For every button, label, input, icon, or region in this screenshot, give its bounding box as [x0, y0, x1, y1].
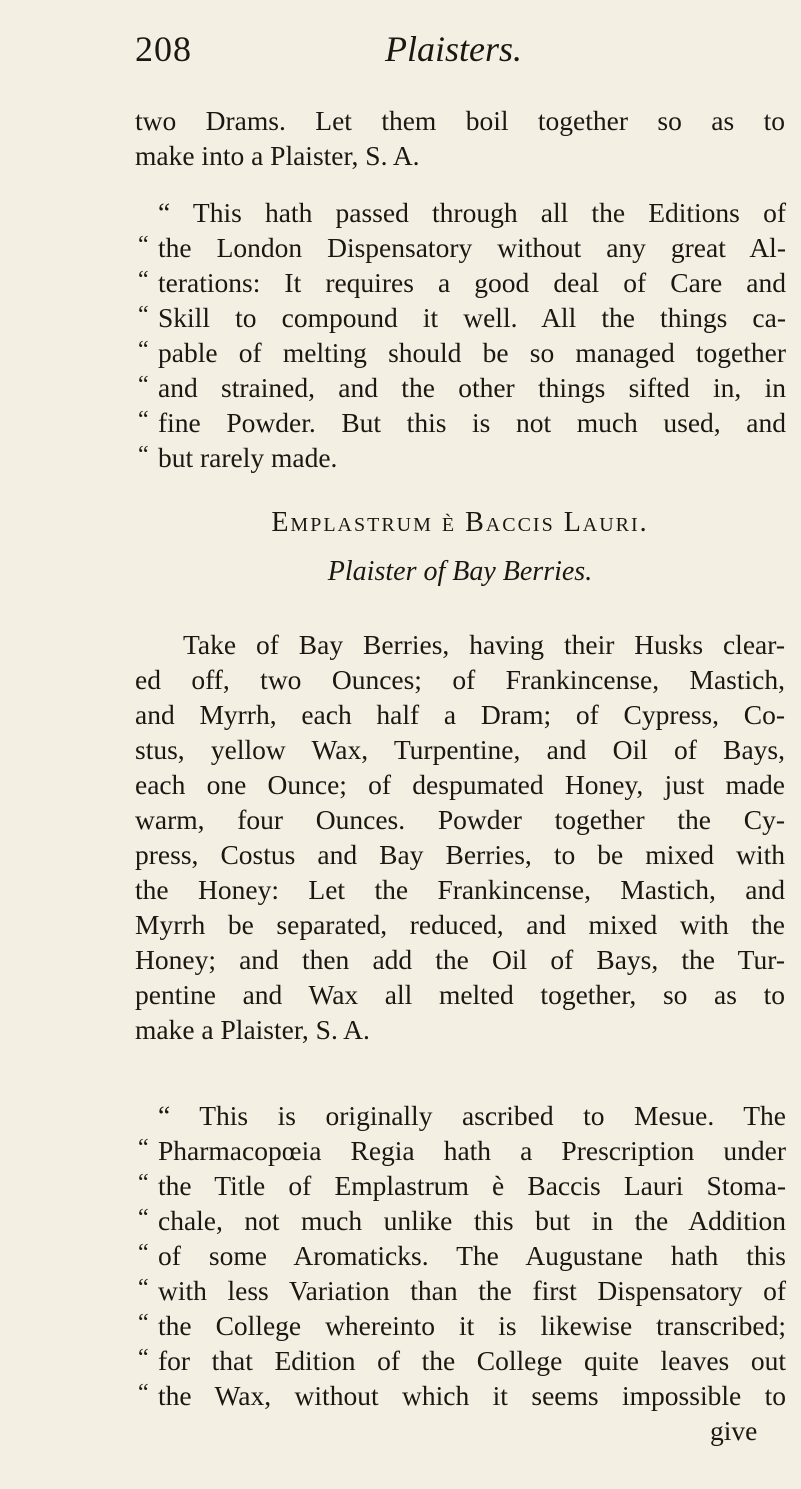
commentary-note-1 [138, 195, 786, 475]
recipe-heading [135, 505, 785, 589]
text-line: Myrrh be separated, reduced, and mixed with the [135, 909, 785, 940]
recipe-body [135, 627, 785, 1047]
text-line: “ for that Edition of the College quite leaves out [138, 1343, 786, 1378]
text-line: “ This hath passed through all the Editions of [158, 197, 786, 228]
text-line: “ fine Powder. But this is not much used, and [138, 405, 786, 440]
text-line: each one Ounce; of despumated Honey, just made [135, 769, 785, 800]
text-line: “ the London Dispensatory without any great Al- [138, 230, 786, 265]
text-line: the Honey: Let the Frankincense, Mastich, and [135, 874, 785, 905]
intro-paragraph [135, 103, 785, 173]
text-line: warm, four Ounces. Powder together the Cy- [135, 804, 785, 835]
text-line: “ with less Variation than the first Dispensatory of [138, 1273, 786, 1308]
text-line: and Myrrh, each half a Dram; of Cypress, Co- [135, 699, 785, 730]
text-line: “ Skill to compound it well. All the things ca- [138, 300, 786, 335]
catchword [710, 1413, 780, 1448]
text-line: press, Costus and Bay Berries, to be mixed with [135, 839, 785, 870]
text-line: stus, yellow Wax, Turpentine, and Oil of Bays, [135, 734, 785, 765]
page-header [135, 28, 771, 88]
page-number: 208 [135, 29, 192, 69]
commentary-note-2 [138, 1098, 786, 1413]
text-line: “ the Title of Emplastrum è Baccis Lauri Stoma- [138, 1168, 786, 1203]
text-line: Honey; and then add the Oil of Bays, the Tur- [135, 944, 785, 975]
running-head: Plaisters. [385, 29, 523, 69]
text-line: “ the Wax, without which it seems impossible to [138, 1378, 786, 1413]
text-line: “ and strained, and the other things sifted in, in [138, 370, 786, 405]
text-line: two Drams. Let them boil together so as to [135, 105, 785, 136]
text-line: “ chale, not much unlike this but in the Addition [138, 1203, 786, 1238]
text-line: make a Plaister, S. A. [135, 1014, 370, 1045]
text-line: “ Pharmacopœia Regia hath a Prescription under [138, 1133, 786, 1168]
text-line: Take of Bay Berries, having their Husks clear- [183, 629, 785, 660]
text-line: “ but rarely made. [138, 440, 786, 475]
text-line: ed off, two Ounces; of Frankincense, Mastich, [135, 664, 785, 695]
recipe-title: Emplastrum è Baccis Lauri. [271, 507, 649, 538]
text-line: “ the College whereinto it is likewise transcribed; [138, 1308, 786, 1343]
text-line: make into a Plaister, S. A. [135, 140, 420, 171]
catchword-text: give [710, 1415, 758, 1446]
recipe-subtitle: Plaister of Bay Berries. [327, 556, 593, 587]
text-line: “ terations: It requires a good deal of Care and [138, 265, 786, 300]
text-line: “ pable of melting should be so managed together [138, 335, 786, 370]
text-line: “ of some Aromaticks. The Augustane hath this [138, 1238, 786, 1273]
text-line: pentine and Wax all melted together, so as to [135, 979, 785, 1010]
text-line: “ This is originally ascribed to Mesue. The [158, 1100, 786, 1131]
